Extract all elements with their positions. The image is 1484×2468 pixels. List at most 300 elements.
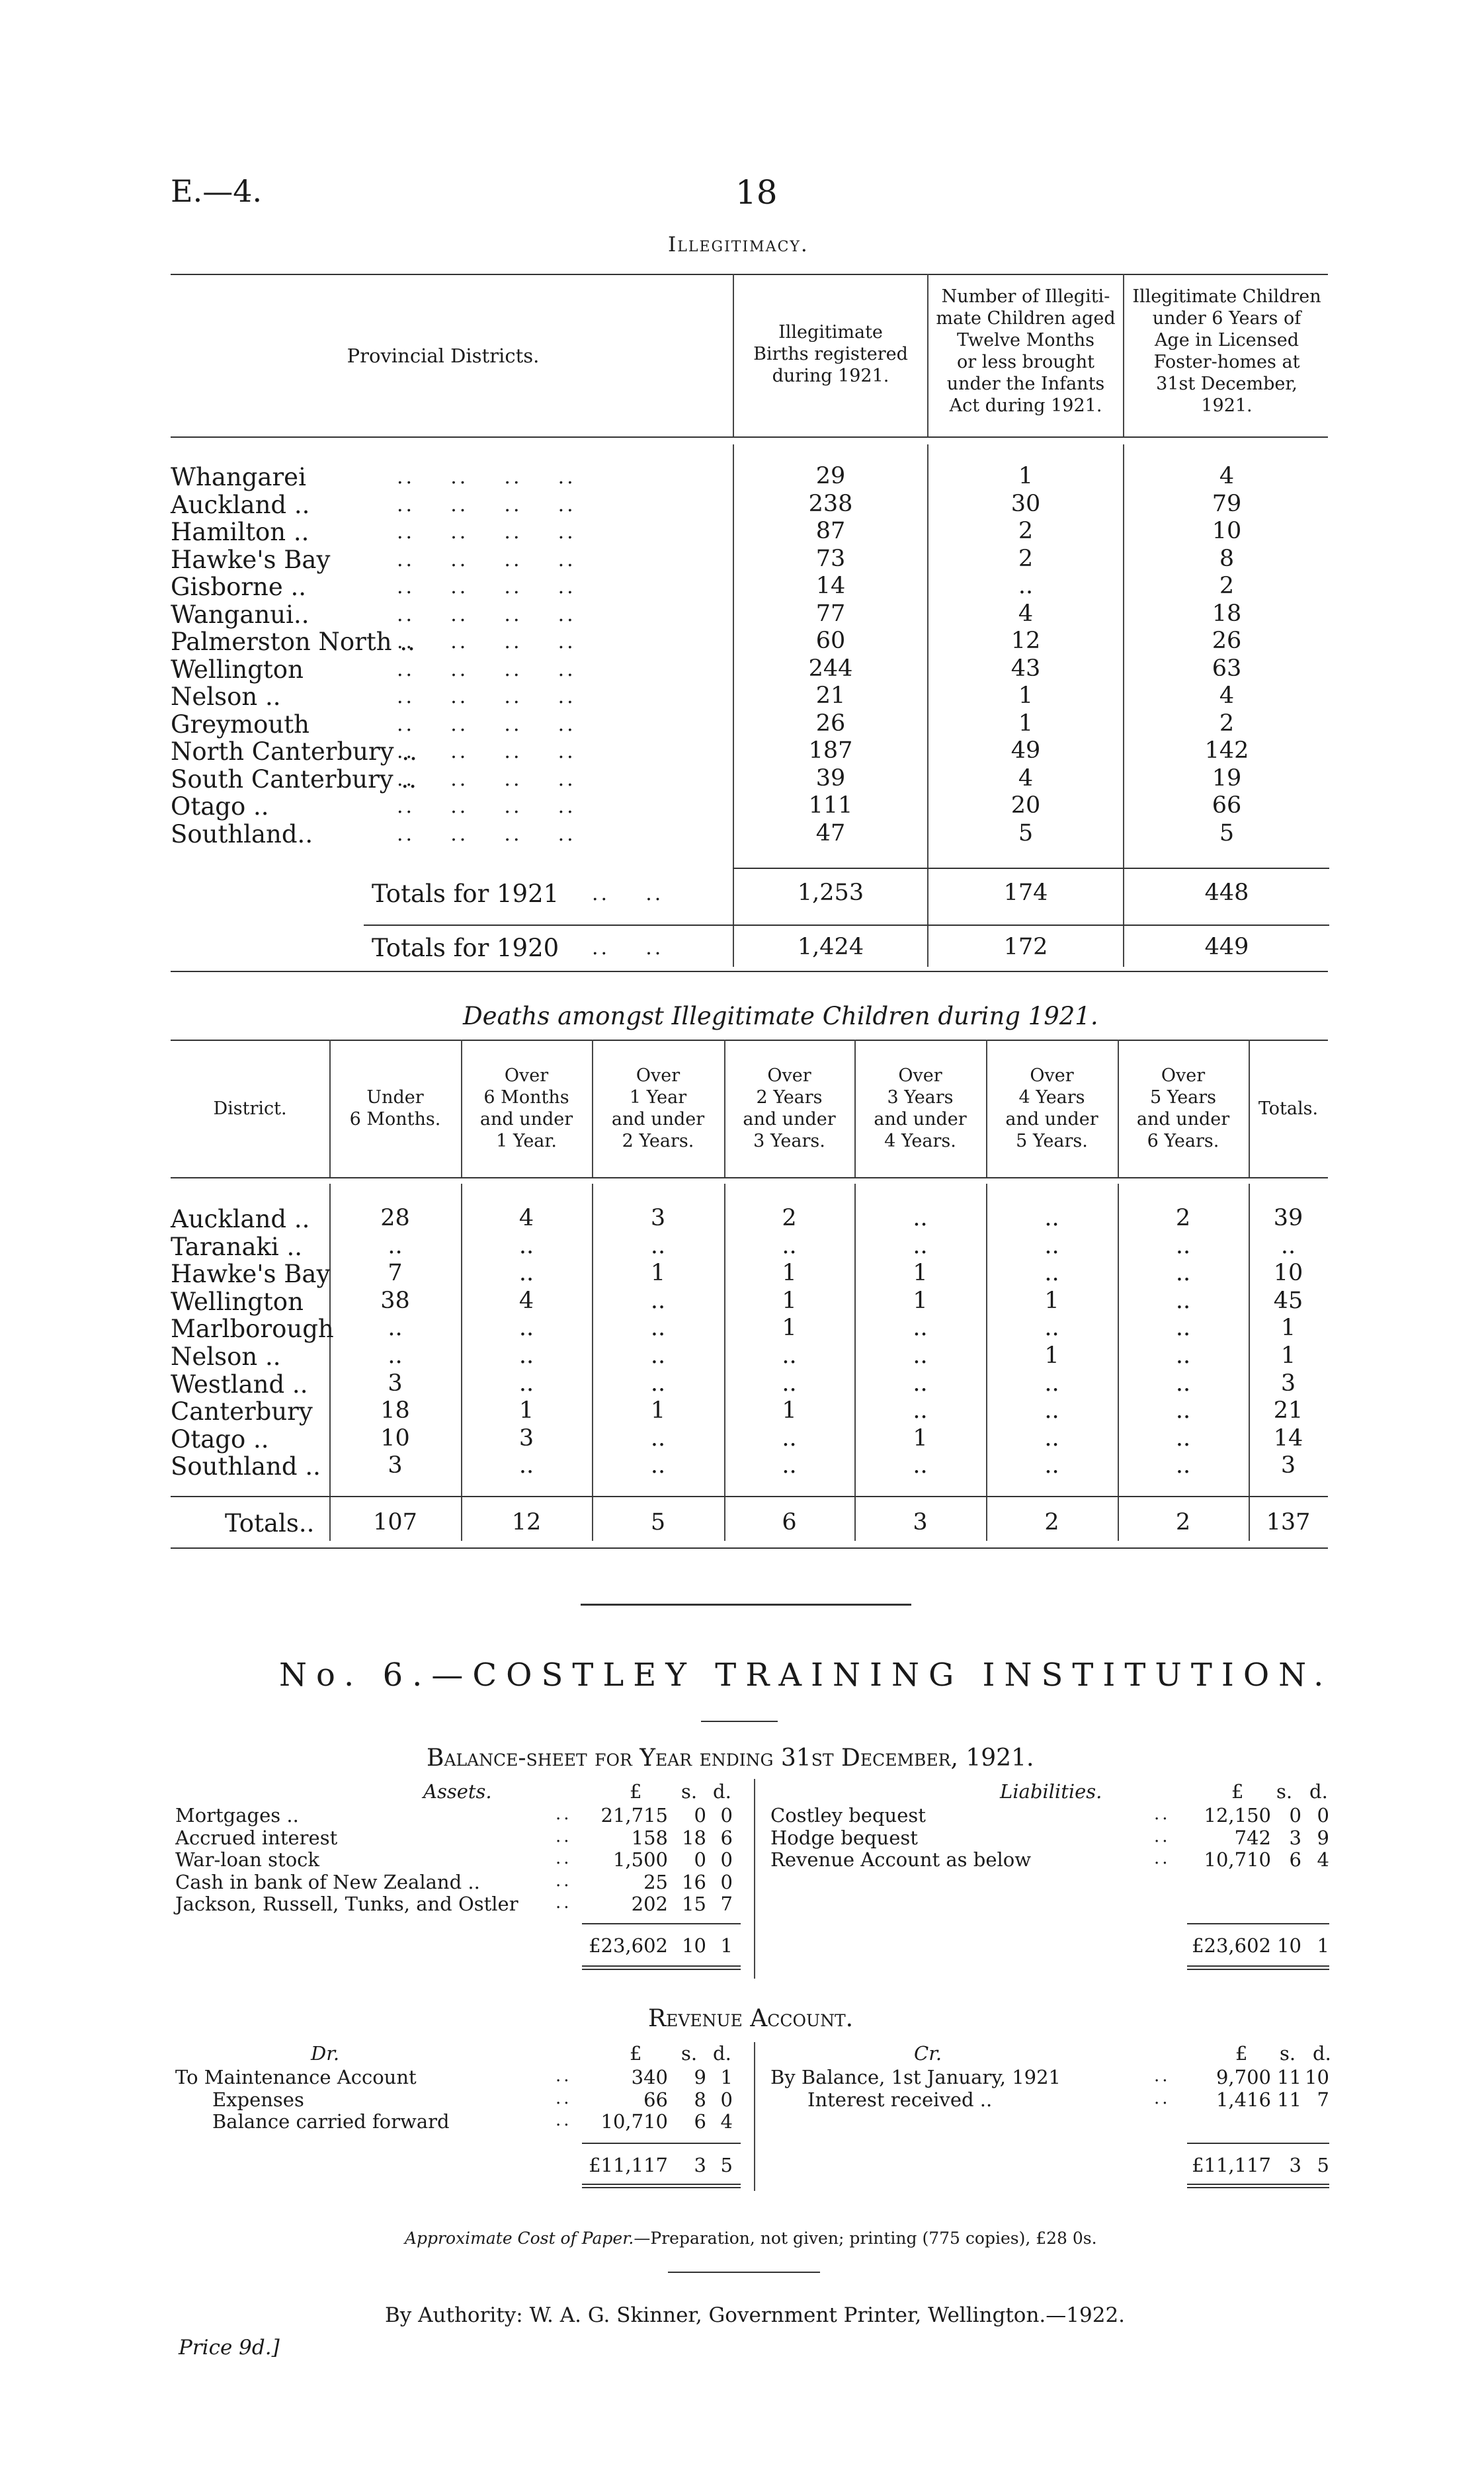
children-cell: 4 — [1018, 600, 1034, 627]
leader-dots: .. — [1154, 2088, 1171, 2108]
death-district-name: Marlborough — [171, 1315, 334, 1344]
death-cell: 1 — [1280, 1315, 1296, 1342]
foster-cell: 8 — [1219, 545, 1235, 572]
death-cell: .. — [1175, 1315, 1191, 1342]
children-cell: 1 — [1018, 463, 1034, 489]
death-cell: 1 — [1280, 1342, 1296, 1369]
death-cell: 1 — [782, 1315, 797, 1342]
children-cell: 30 — [1010, 490, 1041, 517]
debit-shillings: 9 — [694, 2066, 706, 2088]
death-cell: .. — [782, 1452, 797, 1479]
district-name: Hawke's Bay — [171, 545, 331, 574]
credit-pence: 7 — [1317, 2088, 1329, 2111]
leader-dots: .. .. .. .. — [397, 630, 576, 653]
death-cell: 1 — [913, 1287, 928, 1314]
leader-dots: .. — [556, 2088, 572, 2108]
liability-label: Hodge bequest — [770, 1826, 918, 1849]
death-district-name: Hawke's Bay — [171, 1260, 331, 1289]
debit-pounds: 10,710 — [600, 2110, 668, 2133]
death-cell: .. — [518, 1260, 534, 1287]
assets-label: Assets. — [423, 1780, 492, 1803]
death-cell: .. — [650, 1232, 666, 1259]
death-cell: 4 — [518, 1287, 534, 1314]
district-name: Southland.. — [171, 819, 313, 848]
liability-pence: 9 — [1317, 1826, 1329, 1849]
births-cell: 14 — [815, 573, 846, 599]
death-district-name: Southland .. — [171, 1452, 321, 1481]
death-cell: 1 — [782, 1260, 797, 1287]
death-cell: 1 — [782, 1287, 797, 1314]
death-district-name: Westland .. — [171, 1370, 308, 1399]
death-cell: 1 — [650, 1260, 666, 1287]
liabilities-pence-header: d. — [1309, 1780, 1328, 1803]
death-cell: .. — [782, 1232, 797, 1259]
debit-shillings: 8 — [694, 2088, 706, 2111]
death-cell: 1 — [782, 1397, 797, 1424]
cr-pound-header: £ — [1235, 2042, 1248, 2065]
totals-foster: 449 — [1204, 934, 1249, 960]
balance-sheet-title: Balance-sheet for Year ending 31st December, 1921. — [427, 1745, 1034, 1772]
deaths-column-header — [986, 1065, 1118, 1152]
leader-dots: .. .. .. .. — [397, 685, 576, 708]
header-line: 1 Year — [629, 1087, 687, 1108]
death-cell: .. — [388, 1342, 403, 1369]
deaths-total-cell: 6 — [782, 1509, 797, 1536]
death-cell: 18 — [380, 1397, 410, 1424]
page-number: 18 — [735, 173, 778, 212]
district-name: Wellington — [171, 655, 304, 684]
death-cell: 3 — [388, 1370, 403, 1397]
section-title: Illegitimacy. — [668, 233, 809, 257]
death-cell: 2 — [1175, 1205, 1191, 1231]
header-line: and under — [1136, 1109, 1230, 1130]
death-cell: .. — [913, 1205, 928, 1231]
asset-pounds: 25 — [643, 1870, 668, 1893]
death-cell: 3 — [1280, 1452, 1296, 1479]
district-name: North Canterbury .. — [171, 737, 417, 766]
liabilities-pound-header: £ — [1231, 1780, 1244, 1803]
district-name: Gisborne .. — [171, 573, 307, 601]
cr-total-pounds: £11,117 — [1192, 2154, 1271, 2176]
births-cell: 238 — [808, 490, 853, 517]
liability-label: Costley bequest — [770, 1804, 926, 1827]
death-cell: 3 — [518, 1424, 534, 1452]
totals-label: Totals for 1920 — [372, 934, 559, 962]
children-cell: 1 — [1018, 682, 1034, 709]
death-cell: .. — [1175, 1370, 1191, 1397]
header-line: 4 Years. — [884, 1131, 956, 1151]
leader-dots: .. .. — [592, 936, 664, 960]
leader-dots: .. — [556, 1848, 572, 1868]
asset-pence: 7 — [720, 1893, 733, 1915]
costley-title: No. 6.—COSTLEY TRAINING INSTITUTION. — [279, 1657, 1333, 1694]
death-cell: 1 — [913, 1424, 928, 1452]
births-cell: 73 — [815, 545, 846, 572]
death-cell: .. — [913, 1315, 928, 1342]
header-line: District. — [213, 1098, 287, 1119]
leader-dots: .. — [1154, 1804, 1171, 1824]
death-cell: .. — [782, 1342, 797, 1369]
debit-pounds: 66 — [643, 2088, 668, 2111]
death-cell: .. — [782, 1424, 797, 1452]
debit-label: To Maintenance Account — [175, 2066, 417, 2088]
death-cell: 3 — [388, 1452, 403, 1479]
deaths-total-cell: 5 — [650, 1509, 666, 1536]
cr-shilling-header: s. — [1280, 2042, 1296, 2065]
asset-label: War-loan stock — [175, 1848, 319, 1871]
district-name: South Canterbury .. — [171, 764, 417, 794]
district-name: Greymouth — [171, 710, 309, 739]
death-district-name: Auckland .. — [171, 1205, 310, 1233]
births-cell: 21 — [815, 682, 846, 709]
cr-label: Cr. — [914, 2042, 942, 2065]
leader-dots: .. .. .. .. — [397, 493, 576, 516]
leader-dots: .. .. .. .. — [397, 712, 576, 736]
leader-dots: .. — [556, 1870, 572, 1891]
asset-shillings: 0 — [694, 1804, 706, 1827]
asset-pounds: 1,500 — [612, 1848, 668, 1871]
district-name: Auckland .. — [171, 490, 310, 519]
foster-cell: 79 — [1212, 490, 1242, 517]
births-cell: 87 — [815, 518, 846, 544]
header-line: 1 Year. — [496, 1131, 557, 1151]
births-cell: 47 — [815, 819, 846, 846]
price: Price 9d.] — [179, 2336, 280, 2360]
deaths-total-cell: 2 — [1175, 1509, 1191, 1536]
cr-total-pence: 5 — [1317, 2154, 1329, 2176]
leader-dots: .. .. .. .. — [397, 466, 576, 489]
header-children-under-act: Number of Illegiti- mate Children aged Twelve Months or less brought under the Infants Act during 1921. — [936, 286, 1116, 416]
liability-pounds: 12,150 — [1204, 1804, 1271, 1827]
foster-cell: 2 — [1219, 710, 1235, 737]
death-cell: .. — [1044, 1260, 1059, 1287]
death-cell: 45 — [1273, 1287, 1303, 1314]
liability-pounds: 742 — [1234, 1826, 1271, 1849]
death-cell: .. — [1175, 1397, 1191, 1424]
death-cell: .. — [518, 1452, 534, 1479]
liability-shillings: 3 — [1289, 1826, 1301, 1849]
asset-pence: 0 — [720, 1870, 733, 1893]
deaths-column-header — [592, 1065, 724, 1152]
dr-total-pence: 5 — [720, 2154, 733, 2176]
asset-shillings: 18 — [682, 1826, 706, 1849]
death-cell: .. — [388, 1315, 403, 1342]
births-cell: 77 — [815, 600, 846, 627]
leader-dots: .. — [1154, 1848, 1171, 1868]
death-cell: .. — [388, 1232, 403, 1259]
leader-dots: .. .. .. .. — [397, 657, 576, 681]
death-cell: .. — [650, 1370, 666, 1397]
cost-of-paper-text: —Preparation, not given; printing (775 copies), £28 0s. — [634, 2229, 1097, 2248]
death-cell: 14 — [1273, 1424, 1303, 1452]
death-cell: .. — [650, 1424, 666, 1452]
liability-pence: 4 — [1317, 1848, 1329, 1871]
death-cell: 1 — [1044, 1342, 1059, 1369]
leader-dots: .. .. .. .. — [397, 767, 576, 791]
death-cell: .. — [1280, 1232, 1296, 1259]
death-cell: .. — [650, 1315, 666, 1342]
death-cell: .. — [1044, 1205, 1059, 1231]
death-cell: .. — [1175, 1260, 1191, 1287]
foster-cell: 19 — [1212, 764, 1242, 792]
header-births: Illegitimate Births registered during 1921. — [753, 322, 908, 386]
deaths-table-title: Deaths amongst Illegitimate Children during 1921. — [463, 1002, 1098, 1030]
death-cell: .. — [650, 1452, 666, 1479]
liability-pounds: 10,710 — [1204, 1848, 1271, 1871]
births-cell: 111 — [808, 792, 853, 819]
liabilities-total-pounds: £23,602 — [1192, 1934, 1271, 1957]
death-cell: .. — [913, 1397, 928, 1424]
death-cell: 1 — [518, 1397, 534, 1424]
death-cell: 2 — [782, 1205, 797, 1231]
death-cell: .. — [1044, 1397, 1059, 1424]
death-cell: .. — [1175, 1424, 1191, 1452]
death-cell: .. — [913, 1342, 928, 1369]
death-cell: .. — [1175, 1342, 1191, 1369]
leader-dots: .. — [556, 1804, 572, 1824]
asset-label: Jackson, Russell, Tunks, and Ostler — [175, 1893, 518, 1915]
assets-pound-header: £ — [630, 1780, 642, 1803]
liabilities-total-shillings: 10 — [1277, 1934, 1301, 1957]
deaths-total-cell: 3 — [913, 1509, 928, 1536]
death-cell: 7 — [388, 1260, 403, 1287]
totals-children: 172 — [1003, 934, 1048, 960]
death-cell: .. — [1044, 1315, 1059, 1342]
death-cell: .. — [1044, 1370, 1059, 1397]
foster-cell: 10 — [1212, 518, 1242, 544]
leader-dots: .. .. .. .. — [397, 548, 576, 571]
foster-cell: 66 — [1212, 792, 1242, 819]
death-cell: .. — [518, 1370, 534, 1397]
death-cell: .. — [518, 1315, 534, 1342]
children-cell: 2 — [1018, 518, 1034, 544]
credit-shillings: 11 — [1277, 2088, 1301, 2111]
death-cell: 3 — [650, 1205, 666, 1231]
death-cell: .. — [1044, 1424, 1059, 1452]
cost-of-paper — [405, 2229, 1097, 2248]
header-line: 2 Years — [756, 1087, 823, 1108]
dr-total-pounds: £11,117 — [589, 2154, 668, 2176]
asset-pounds: 202 — [631, 1893, 668, 1915]
death-cell: 10 — [1273, 1260, 1303, 1287]
children-cell: 5 — [1018, 819, 1034, 846]
district-name: Nelson .. — [171, 682, 281, 711]
foster-cell: 2 — [1219, 573, 1235, 599]
header-line: Over — [504, 1065, 549, 1086]
cost-of-paper-label: Approximate Cost of Paper. — [405, 2229, 634, 2248]
death-cell: .. — [913, 1452, 928, 1479]
header-foster-homes: Illegitimate Children under 6 Years of Age in Licensed Foster-homes at 31st December, 1921. — [1132, 286, 1321, 416]
death-cell: 4 — [518, 1205, 534, 1231]
dr-pound-header: £ — [630, 2042, 642, 2065]
debit-pence: 1 — [720, 2066, 733, 2088]
authority-line: By Authority: W. A. G. Skinner, Government Printer, Wellington.—1922. — [385, 2303, 1126, 2327]
dr-label: Dr. — [311, 2042, 340, 2065]
header-line: 3 Years — [887, 1087, 954, 1108]
revenue-account-title: Revenue Account. — [648, 2005, 854, 2032]
header-line: and under — [479, 1109, 573, 1130]
death-cell: 3 — [1280, 1370, 1296, 1397]
death-cell: .. — [1175, 1287, 1191, 1314]
header-line: 3 Years. — [753, 1131, 825, 1151]
header-line: Totals. — [1258, 1098, 1319, 1119]
header-line: 5 Years. — [1016, 1131, 1088, 1151]
totals-births: 1,253 — [797, 880, 864, 906]
births-cell: 187 — [808, 737, 853, 764]
leader-dots: .. — [556, 1826, 572, 1846]
leader-dots: .. — [1154, 2066, 1171, 2086]
deaths-column-header — [1249, 1098, 1328, 1120]
header-line: Over — [1161, 1065, 1206, 1086]
deaths-total-cell: 107 — [373, 1509, 417, 1536]
liability-shillings: 0 — [1289, 1804, 1301, 1827]
header-line: 4 Years — [1018, 1087, 1085, 1108]
children-cell: .. — [1018, 573, 1034, 599]
death-cell: .. — [650, 1342, 666, 1369]
foster-cell: 4 — [1219, 682, 1235, 709]
deaths-totals-label: Totals.. — [225, 1509, 315, 1538]
death-district-name: Taranaki .. — [171, 1232, 303, 1261]
asset-pence: 0 — [720, 1804, 733, 1827]
leader-dots: .. — [1154, 1826, 1171, 1846]
totals-foster: 448 — [1204, 880, 1249, 906]
totals-births: 1,424 — [797, 934, 864, 960]
assets-total-shillings: 10 — [682, 1934, 706, 1957]
assets-pence-header: d. — [713, 1780, 731, 1803]
death-cell: .. — [1175, 1452, 1191, 1479]
children-cell: 1 — [1018, 710, 1034, 737]
births-cell: 244 — [808, 655, 853, 682]
dr-pence-header: d. — [713, 2042, 731, 2065]
deaths-column-header — [171, 1098, 329, 1120]
credit-pounds: 1,416 — [1216, 2088, 1271, 2111]
assets-total-pence: 1 — [720, 1934, 733, 1957]
deaths-total-cell: 137 — [1266, 1509, 1311, 1536]
death-district-name: Nelson .. — [171, 1342, 281, 1371]
death-cell: .. — [1044, 1232, 1059, 1259]
leader-dots: .. .. — [592, 882, 664, 905]
deaths-column-header — [329, 1087, 461, 1130]
foster-cell: 18 — [1212, 600, 1242, 627]
death-cell: 1 — [1044, 1287, 1059, 1314]
credit-shillings: 11 — [1277, 2066, 1301, 2088]
header-line: Over — [1030, 1065, 1074, 1086]
asset-label: Mortgages .. — [175, 1804, 299, 1827]
cr-pence-header: d. — [1313, 2042, 1331, 2065]
death-cell: 28 — [380, 1205, 410, 1231]
header-line: Over — [636, 1065, 680, 1086]
credit-label: By Balance, 1st January, 1921 — [770, 2066, 1061, 2088]
asset-pounds: 158 — [631, 1826, 668, 1849]
district-name: Hamilton .. — [171, 518, 309, 546]
liabilities-label: Liabilities. — [1000, 1780, 1102, 1803]
district-name: Whangarei — [171, 463, 306, 491]
debit-label: Balance carried forward — [212, 2110, 450, 2133]
asset-label: Cash in bank of New Zealand .. — [175, 1870, 480, 1893]
children-cell: 12 — [1010, 628, 1041, 654]
header-line: Over — [898, 1065, 942, 1086]
asset-pence: 0 — [720, 1848, 733, 1871]
leader-dots: .. .. .. .. — [397, 520, 576, 544]
foster-cell: 142 — [1204, 737, 1249, 764]
children-cell: 4 — [1018, 764, 1034, 792]
liabilities-shilling-header: s. — [1276, 1780, 1293, 1803]
header-line: 2 Years. — [622, 1131, 694, 1151]
deaths-column-header — [854, 1065, 986, 1152]
debit-label: Expenses — [212, 2088, 304, 2111]
death-cell: .. — [782, 1370, 797, 1397]
header-line: and under — [611, 1109, 705, 1130]
header-line: Over — [767, 1065, 811, 1086]
children-cell: 43 — [1010, 655, 1041, 682]
asset-pounds: 21,715 — [600, 1804, 668, 1827]
leader-dots: .. .. .. .. — [397, 740, 576, 763]
deaths-column-header — [724, 1065, 854, 1152]
births-cell: 26 — [815, 710, 846, 737]
deaths-column-header — [461, 1065, 592, 1152]
totals-label: Totals for 1921 — [372, 880, 559, 908]
death-cell: .. — [518, 1342, 534, 1369]
liabilities-total-pence: 1 — [1317, 1934, 1329, 1957]
leader-dots: .. .. .. .. — [397, 795, 576, 818]
death-district-name: Canterbury — [171, 1397, 313, 1426]
dr-shilling-header: s. — [681, 2042, 698, 2065]
foster-cell: 26 — [1212, 628, 1242, 654]
header-line: Under — [366, 1087, 424, 1108]
credit-pence: 10 — [1305, 2066, 1329, 2088]
children-cell: 20 — [1010, 792, 1041, 819]
death-cell: .. — [913, 1370, 928, 1397]
asset-label: Accrued interest — [175, 1826, 338, 1849]
death-cell: 38 — [380, 1287, 410, 1314]
asset-shillings: 16 — [682, 1870, 706, 1893]
deaths-total-cell: 12 — [511, 1509, 542, 1536]
debit-pence: 0 — [720, 2088, 733, 2111]
death-cell: .. — [518, 1232, 534, 1259]
page-reference: E.—4. — [171, 173, 263, 209]
births-cell: 39 — [815, 764, 846, 792]
header-line: 6 Years. — [1147, 1131, 1219, 1151]
death-cell: 21 — [1273, 1397, 1303, 1424]
district-name: Palmerston North .. — [171, 628, 415, 656]
births-cell: 60 — [815, 628, 846, 654]
liability-label: Revenue Account as below — [770, 1848, 1032, 1871]
asset-shillings: 0 — [694, 1848, 706, 1871]
header-line: 6 Months — [483, 1087, 569, 1108]
header-provincial-districts: Provincial Districts. — [347, 345, 540, 367]
assets-shilling-header: s. — [681, 1780, 698, 1803]
liability-shillings: 6 — [1289, 1848, 1301, 1871]
header-line: 5 Years — [1149, 1087, 1217, 1108]
death-cell: 1 — [650, 1397, 666, 1424]
credit-label: Interest received .. — [807, 2088, 993, 2111]
debit-shillings: 6 — [694, 2110, 706, 2133]
asset-shillings: 15 — [682, 1893, 706, 1915]
assets-total-pounds: £23,602 — [589, 1934, 668, 1957]
debit-pounds: 340 — [631, 2066, 668, 2088]
leader-dots: .. .. .. .. — [397, 575, 576, 598]
children-cell: 49 — [1010, 737, 1041, 764]
death-cell: 39 — [1273, 1205, 1303, 1231]
liability-pence: 0 — [1317, 1804, 1329, 1827]
births-cell: 29 — [815, 463, 846, 489]
dr-total-shillings: 3 — [694, 2154, 706, 2176]
deaths-total-cell: 2 — [1044, 1509, 1059, 1536]
death-cell: .. — [1175, 1232, 1191, 1259]
death-district-name: Otago .. — [171, 1424, 269, 1454]
district-name: Wanganui.. — [171, 600, 309, 629]
asset-pence: 6 — [720, 1826, 733, 1849]
